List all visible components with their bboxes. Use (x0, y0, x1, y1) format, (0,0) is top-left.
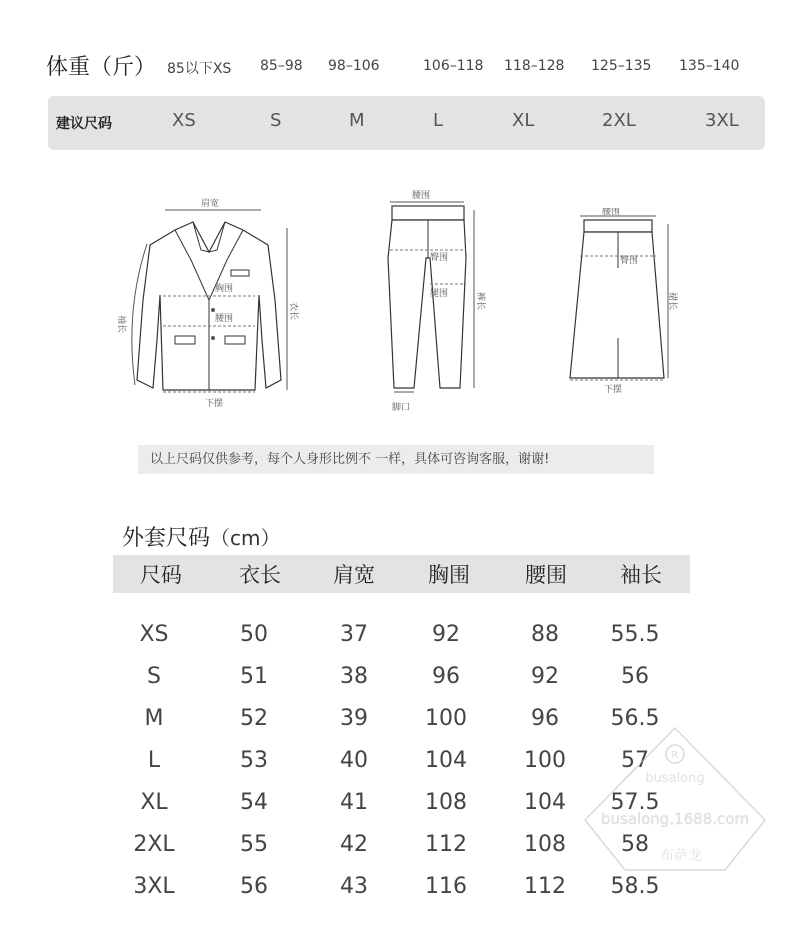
weight-range: 118–128 (504, 58, 565, 74)
weight-range: 98–106 (328, 58, 380, 74)
pants-waist-label: 腰围 (412, 191, 431, 201)
table-header-cell: 胸围 (428, 563, 470, 587)
brand-watermark (575, 720, 775, 890)
jacket-sleeve-label: 袖长 (116, 315, 126, 334)
table-header-cell: 尺码 (140, 563, 182, 587)
table-cell: 39 (340, 706, 368, 731)
table-cell: 50 (240, 622, 268, 647)
pants-thigh-label: 腿围 (430, 289, 449, 299)
table-cell: 56.5 (610, 706, 660, 731)
table-cell: 55.5 (610, 622, 660, 647)
table-cell: 108 (425, 790, 467, 815)
table-cell: 54 (240, 790, 268, 815)
table-cell: 88 (531, 622, 559, 647)
pants-hip-label: 臀围 (430, 253, 449, 263)
jacket-waist-label: 腰围 (215, 314, 234, 324)
table-header-cell: 衣长 (239, 563, 281, 587)
weight-range: 125–135 (591, 58, 652, 74)
jacket-shoulder-label: 肩宽 (201, 199, 220, 209)
table-header-cell: 肩宽 (333, 563, 375, 587)
table-cell: 42 (340, 832, 368, 857)
table-cell: 53 (240, 748, 268, 773)
table-cell: 58.5 (610, 874, 660, 899)
table-cell: 96 (531, 706, 559, 731)
table-unit: （cm） (210, 526, 281, 550)
table-cell: 92 (531, 664, 559, 689)
watermark-mark: R (671, 750, 679, 761)
table-cell: 51 (240, 664, 268, 689)
table-cell: S (147, 664, 161, 689)
table-cell: 100 (524, 748, 566, 773)
table-cell: 92 (432, 622, 460, 647)
table-cell: 52 (240, 706, 268, 731)
weight-range: 135–140 (679, 58, 740, 74)
table-cell: XL (140, 790, 168, 815)
table-cell: 57 (621, 748, 649, 773)
table-cell: M (144, 706, 164, 731)
table-cell: 96 (432, 664, 460, 689)
table-cell: 112 (524, 874, 566, 899)
skirt-hip-label: 臀围 (620, 256, 639, 266)
recommended-size-bar (48, 96, 765, 150)
skirt-length-label: 裙长 (667, 292, 677, 311)
recommended-size: M (349, 110, 365, 131)
table-cell: 55 (240, 832, 268, 857)
weight-row (46, 48, 766, 84)
table-cell: 104 (524, 790, 566, 815)
table-header (113, 555, 690, 593)
weight-title: 体重（斤） (46, 55, 157, 80)
table-cell: 3XL (133, 874, 175, 899)
table-cell: 56 (240, 874, 268, 899)
table-cell: 43 (340, 874, 368, 899)
table-cell: 56 (621, 664, 649, 689)
table-row (0, 622, 790, 658)
watermark-brand: busalong (645, 771, 705, 786)
recommended-size-label: 建议尺码 (56, 116, 112, 132)
weight-range: 85–98 (260, 58, 303, 74)
watermark-site: busalong.1688.com (600, 810, 750, 828)
table-cell: 116 (425, 874, 467, 899)
table-cell: 40 (340, 748, 368, 773)
table-cell: 38 (340, 664, 368, 689)
table-header-cell: 袖长 (620, 563, 662, 587)
recommended-size: 3XL (705, 110, 739, 131)
table-cell: 57.5 (610, 790, 660, 815)
jacket-diagram (105, 190, 305, 415)
skirt-diagram (560, 208, 680, 398)
table-cell: XS (139, 622, 169, 647)
table-cell: 100 (425, 706, 467, 731)
recommended-size: XL (512, 110, 535, 131)
table-cell: 112 (425, 832, 467, 857)
recommended-size: L (433, 110, 444, 131)
table-cell: 58 (621, 832, 649, 857)
pants-cuff-label: 脚口 (392, 403, 411, 413)
size-note: 以上尺码仅供参考，每个人身形比例不 一样，具体可咨询客服，谢谢! (138, 445, 654, 474)
table-cell: L (147, 748, 161, 773)
table-cell: 41 (340, 790, 368, 815)
weight-range: 85以下XS (167, 61, 232, 77)
watermark-cn: 布萨龙 (660, 848, 702, 864)
table-cell: 104 (425, 748, 467, 773)
recommended-size: XS (172, 110, 196, 131)
table-title (122, 521, 281, 552)
recommended-size: S (270, 110, 282, 131)
jacket-chest-label: 胸围 (215, 284, 234, 294)
table-header-cell: 腰围 (525, 563, 567, 587)
table-row (0, 664, 790, 700)
skirt-hem-label: 下摆 (604, 385, 623, 395)
recommended-size: 2XL (602, 110, 636, 131)
table-cell: 108 (524, 832, 566, 857)
jacket-length-label: 衣长 (288, 302, 298, 321)
table-cell: 2XL (133, 832, 175, 857)
weight-range: 106–118 (423, 58, 484, 74)
skirt-waist-label: 腰围 (602, 208, 621, 217)
jacket-hem-label: 下摆 (205, 399, 224, 409)
table-title-text: 外套尺码 (122, 526, 211, 551)
table-cell: 37 (340, 622, 368, 647)
pants-length-label: 裤长 (475, 292, 485, 311)
pants-diagram (380, 188, 500, 418)
